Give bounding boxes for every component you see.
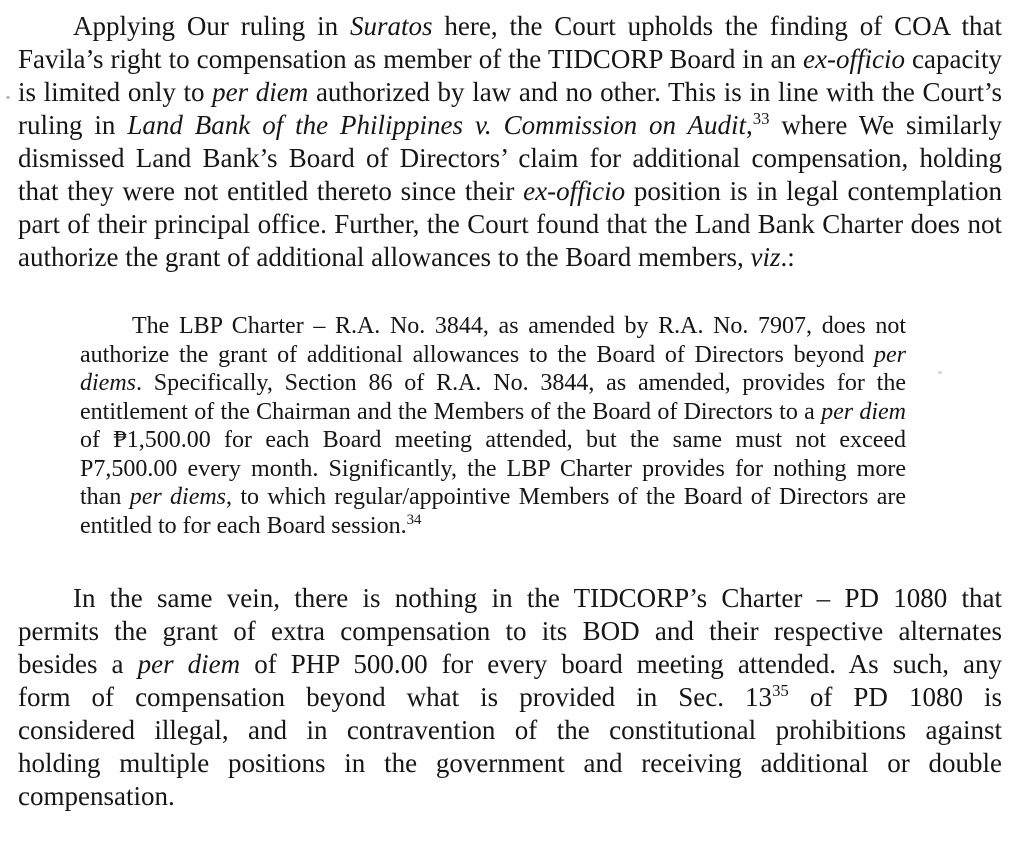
scan-speck [6,96,10,99]
paragraph-tidcorp: In the same vein, there is nothing in the TIDCORP’s Charter – PD 1080 that permits the grant of extra compensation to its BOD and their respective alternates besides a per diem of PHP 500.00 for every board meeting attended. As such, any form of compensation beyond what is provided in Sec. $13^{35}$ of PD 1080 is considered illegal, and in contravention of the constitutional prohibitions against holding multiple positions in the government and receiving additional or double compensation. [18,583,1002,811]
blockquote-lbp-charter: The LBP Charter – R.A. No. 3844, as amended by R.A. No. 7907, does not authorize the grant of additional allowances to the Board of Directors beyond per diems. Specifically, Section 86 of R.A. No. 3844, as amended, provides for the entitlement of the Chairman and the Members of the Board of Directors to a per diem of ₱1,500.00 for each Board meeting attended, but the same must not exceed P7,500.00 every month. Significantly, the LBP Charter provides for nothing more than per diems, to which regular/appointive Members of the Board of Directors are entitled to for each Board session.$^{34}$ [80,313,907,539]
paragraph-opening: Applying Our ruling in Suratos here, the Court upholds the finding of COA that Favila’s right to compensation as member of the TIDCORP Board in an ex-officio capacity is limited only to per diem authorized by law and no other. This is in line with the Court’s ruling in Land Bank of the Philippines v. Commission on Audit,$^{33}$ where We similarly dismissed Land Bank’s Board of Directors’ claim for additional compensation, holding that they were not entitled thereto since their ex-officio position is in legal contemplation part of their principal office. Further, the Court found that the Land Bank Charter does not authorize the grant of additional allowances to the Board members, viz.: [18,11,1003,272]
scan-speck [938,371,942,374]
